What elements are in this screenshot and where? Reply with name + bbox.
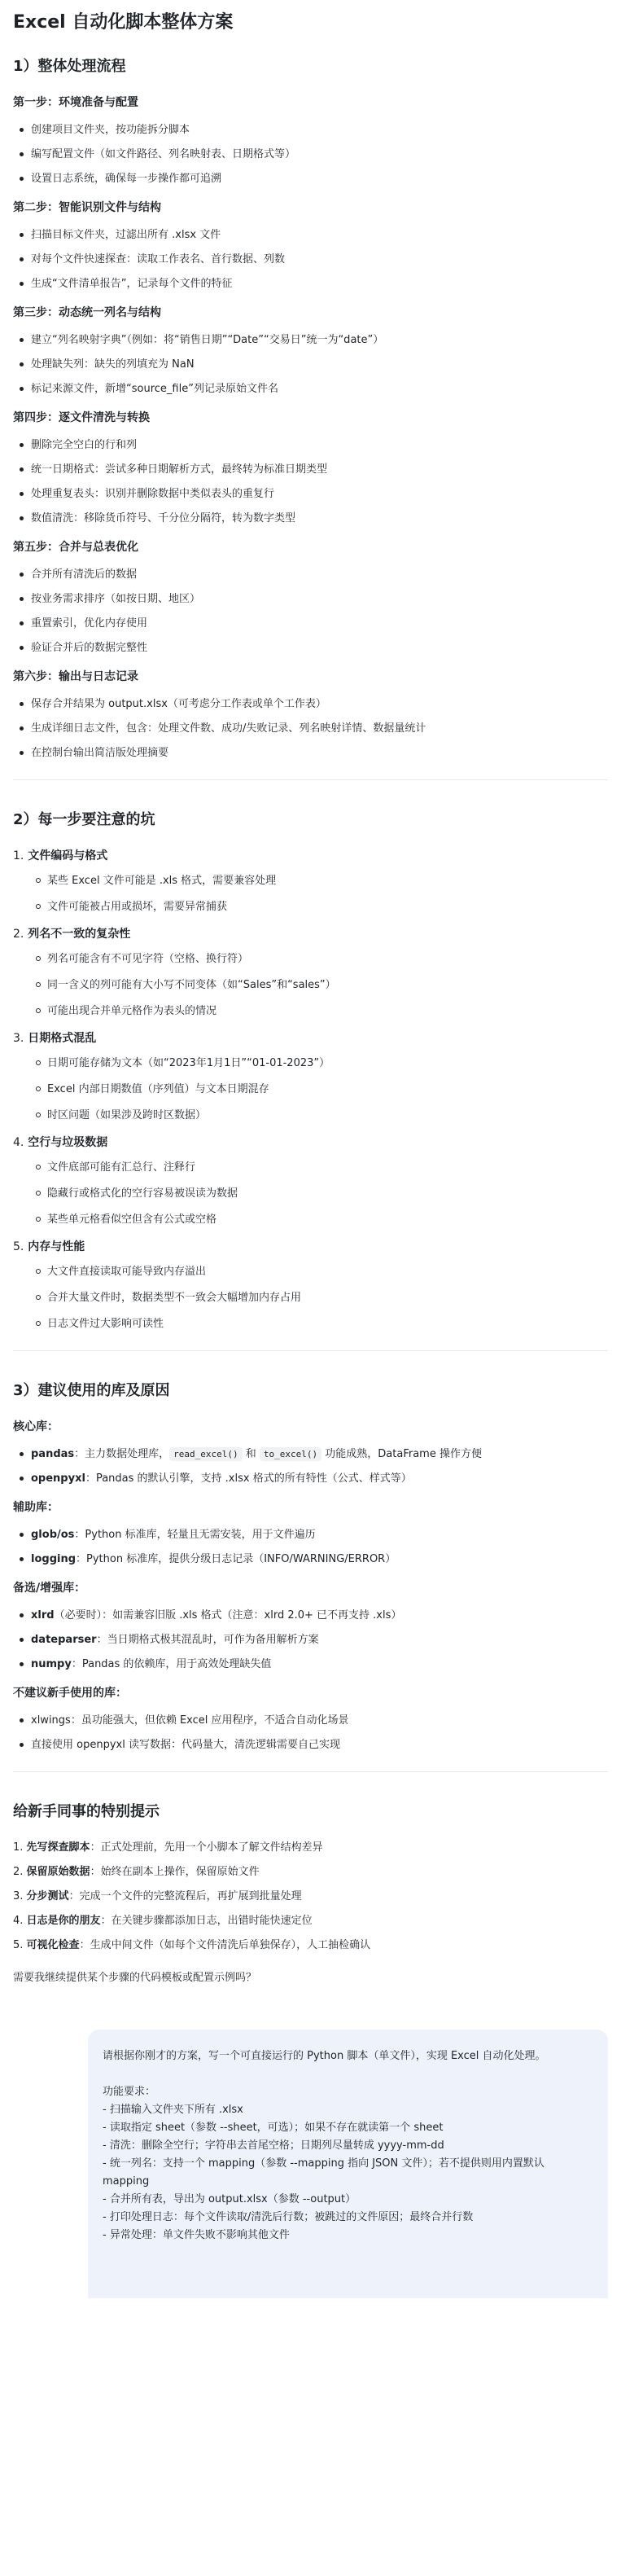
pitfall-items	[13, 951, 608, 1020]
flow-step	[13, 304, 608, 397]
tips-list	[13, 1839, 608, 1954]
lib-desc: ：Python 标准库，提供分级日志记录（INFO/WARNING/ERROR）	[76, 1553, 396, 1565]
list-item	[31, 1607, 608, 1624]
list-item: 大文件直接读取可能导致内存溢出	[47, 1264, 608, 1280]
list-item: 日期可能存储为文本（如“2023年1月1日”“01-01-2023”）	[47, 1055, 608, 1072]
pitfall-title: 内存与性能	[28, 1240, 85, 1253]
tip-text: ：正式处理前，先用一个小脚本了解文件结构差异	[90, 1841, 323, 1854]
list-item	[31, 1656, 608, 1673]
step-items	[13, 121, 608, 187]
list-item: 设置日志系统，确保每一步操作都可追溯	[31, 170, 608, 187]
pitfall-number: 4.	[13, 1136, 24, 1149]
list-item: 同一含义的列可能有大小写不同变体（如“Sales”和“sales”）	[47, 977, 608, 994]
list-item: 列名可能含有不可见字符（空格、换行符）	[47, 951, 608, 968]
list-item: 在控制台输出简洁版处理摘要	[31, 744, 608, 761]
step-items	[13, 566, 608, 656]
list-item	[31, 1631, 608, 1648]
step-items	[13, 226, 608, 292]
follow-up-question: 需要我继续提供某个步骤的代码模板或配置示例吗？	[13, 1972, 257, 1984]
step-title: 第一步：环境准备与配置	[13, 96, 138, 109]
pitfall-title: 空行与垃圾数据	[28, 1136, 108, 1149]
flow-step	[13, 94, 608, 187]
list-item: 某些 Excel 文件可能是 .xls 格式，需要兼容处理	[47, 873, 608, 889]
list-item: 创建项目文件夹，按功能拆分脚本	[31, 121, 608, 138]
lib-desc: ：Pandas 的依赖库，用于高效处理缺失值	[71, 1658, 272, 1670]
list-item: Excel 内部日期数值（序列值）与文本日期混存	[47, 1082, 608, 1098]
pitfall-group	[13, 1029, 608, 1124]
list-item: 合并所有清洗后的数据	[31, 566, 608, 583]
list-item: 直接使用 openpyxl 读写数据：代码量大，清洗逻辑需要自己实现	[31, 1736, 608, 1753]
code-read-excel: read_excel()	[169, 1447, 242, 1461]
list-item	[31, 1526, 608, 1543]
tip-item	[13, 1839, 608, 1856]
list-item: 标记来源文件，新增“source_file”列记录原始文件名	[31, 380, 608, 397]
list-item: xlwings：虽功能强大，但依赖 Excel 应用程序，不适合自动化场景	[31, 1712, 608, 1729]
pitfall-items	[13, 1160, 608, 1228]
list-item: 文件底部可能有汇总行、注释行	[47, 1160, 608, 1176]
pitfall-list	[13, 847, 608, 1332]
divider	[13, 1350, 608, 1351]
tip-number: 4.	[13, 1915, 24, 1927]
list-item: 合并大量文件时，数据类型不一致会大幅增加内存占用	[47, 1290, 608, 1306]
list-item: openpyxl：Pandas 的默认引擎，支持 .xlsx 格式的所有特性（公式、样式等）	[31, 1470, 608, 1487]
section-heading-libs: 3）建议使用的库及原因	[13, 1382, 170, 1399]
list-item: 处理重复表头：识别并删除数据中类似表头的重复行	[31, 485, 608, 502]
pitfall-number: 2.	[13, 928, 24, 941]
tip-bold: 日志是你的朋友	[26, 1915, 101, 1927]
list-item: 验证合并后的数据完整性	[31, 639, 608, 656]
list-item: 对每个文件快速探查：读取工作表名、首行数据、列数	[31, 251, 608, 268]
list-item: 删除完全空白的行和列	[31, 437, 608, 454]
pitfall-title: 文件编码与格式	[28, 849, 108, 862]
tip-item	[13, 1888, 608, 1905]
list-item: 重置索引，优化内存使用	[31, 615, 608, 632]
list-item: 可能出现合并单元格作为表头的情况	[47, 1003, 608, 1020]
aux-libs-list	[13, 1526, 608, 1568]
lib-name: xlrd	[31, 1609, 55, 1622]
tip-text: ：在关键步骤都添加日志，出错时能快速定位	[100, 1915, 313, 1927]
tip-text: ：始终在副本上操作，保留原始文件	[90, 1866, 260, 1878]
lib-desc: ：当日期格式极其混乱时，可作为备用解析方案	[96, 1634, 319, 1646]
flow-steps	[13, 94, 608, 761]
page-title: Excel 自动化脚本整体方案	[13, 12, 234, 33]
list-item: 日志文件过大影响可读性	[47, 1316, 608, 1332]
flow-step	[13, 409, 608, 527]
core-libs-title: 核心库：	[13, 1420, 59, 1433]
avoid-libs-list	[13, 1712, 608, 1753]
list-item: 文件可能被占用或损坏，需要异常捕获	[47, 899, 608, 915]
tip-number: 2.	[13, 1866, 24, 1878]
tip-number: 3.	[13, 1890, 24, 1902]
tip-item	[13, 1863, 608, 1880]
flow-step	[13, 668, 608, 761]
core-libs-list	[13, 1446, 608, 1487]
list-item: 生成“文件清单报告”，记录每个文件的特征	[31, 275, 608, 292]
list-item: 建立“列名映射字典”（例如：将“销售日期”“Date”“交易日”统一为“date”）	[31, 331, 608, 349]
user-message-bubble: 请根据你刚才的方案，写一个可直接运行的 Python 脚本（单文件），实现 Excel 自动化处理。 功能要求： - 扫描输入文件夹下所有 .xlsx - 读取指定 sheet（参数 --sheet，可选）；如果不存在就读第一个 sheet - 清洗：删除全空行；字符串去首尾空格；日期列尽量转成 yyyy-mm-dd - 统一列名：支持一个 mapping（参数 --mapping 指向 JSON 文件）；若不提供则用内置默认 mapping - 合并所有表，导出为 output.xlsx（参数 --output） - 打印处理日志：每个文件读取/清洗后行数；被跳过的文件原因；最终合并行数 - 异常处理：单文件失败不影响其他文件	[88, 2030, 608, 2298]
lib-desc: （必要时）：如需兼容旧版 .xls 格式（注意：xlrd 2.0+ 已不再支持 .xls）	[54, 1609, 402, 1622]
pitfall-group	[13, 1238, 608, 1332]
pitfall-number: 3.	[13, 1032, 24, 1045]
pitfall-title: 列名不一致的复杂性	[28, 928, 131, 941]
lib-name: logging	[31, 1553, 77, 1565]
step-title: 第三步：动态统一列名与结构	[13, 306, 161, 319]
step-title: 第四步：逐文件清洗与转换	[13, 411, 150, 424]
pitfall-number: 1.	[13, 849, 24, 862]
list-item: 扫描目标文件夹，过滤出所有 .xlsx 文件	[31, 226, 608, 244]
avoid-libs-title: 不建议新手使用的库：	[13, 1687, 127, 1700]
tip-number: 1.	[13, 1841, 24, 1854]
pitfall-items	[13, 1055, 608, 1124]
list-item: 统一日期格式：尝试多种日期解析方式，最终转为标准日期类型	[31, 461, 608, 478]
list-item: 时区问题（如果涉及跨时区数据）	[47, 1108, 608, 1124]
pitfall-group	[13, 925, 608, 1020]
step-items	[13, 437, 608, 527]
lib-name: glob/os	[31, 1529, 75, 1541]
section-heading-pitfalls: 2）每一步要注意的坑	[13, 811, 155, 828]
step-items	[13, 331, 608, 397]
list-item: 保存合并结果为 output.xlsx（可考虑分工作表或单个工作表）	[31, 696, 608, 713]
list-item	[31, 1551, 608, 1568]
tip-text: ：生成中间文件（如每个文件清洗后单独保存），人工抽检确认	[79, 1939, 371, 1951]
lib-desc: ：Python 标准库，轻量且无需安装，用于文件遍历	[74, 1529, 316, 1541]
step-title: 第二步：智能识别文件与结构	[13, 201, 161, 214]
divider	[13, 1771, 608, 1772]
list-item: 某些单元格看似空但含有公式或空格	[47, 1212, 608, 1228]
section-heading-flow: 1）整体处理流程	[13, 58, 126, 75]
list-item: 按业务需求排序（如按日期、地区）	[31, 590, 608, 608]
pitfall-number: 5.	[13, 1240, 24, 1253]
step-items	[13, 696, 608, 761]
pitfall-group	[13, 1134, 608, 1228]
pitfall-title: 日期格式混乱	[28, 1032, 97, 1045]
tip-number: 5.	[13, 1939, 24, 1951]
step-title: 第五步：合并与总表优化	[13, 541, 138, 554]
list-item: 处理缺失列：缺失的列填充为 NaN	[31, 356, 608, 373]
step-title: 第六步：输出与日志记录	[13, 670, 138, 683]
tip-item	[13, 1912, 608, 1929]
lib-name: numpy	[31, 1658, 72, 1670]
tip-bold: 保留原始数据	[26, 1866, 90, 1878]
aux-libs-title: 辅助库：	[13, 1501, 59, 1514]
opt-libs-title: 备选/增强库：	[13, 1582, 86, 1595]
tip-bold: 先写探查脚本	[26, 1841, 90, 1854]
flow-step	[13, 199, 608, 292]
list-item: pandas：主力数据处理库， read_excel() 和 to_excel() 功能成熟，DataFrame 操作方便	[31, 1446, 608, 1463]
pitfall-items	[13, 1264, 608, 1332]
list-item: 生成详细日志文件，包含：处理文件数、成功/失败记录、列名映射详情、数据量统计	[31, 720, 608, 737]
lib-name: dateparser	[31, 1634, 97, 1646]
tip-item	[13, 1937, 608, 1954]
pitfall-group	[13, 847, 608, 915]
pitfall-items	[13, 873, 608, 915]
tip-text: ：完成一个文件的完整流程后，再扩展到批量处理	[68, 1890, 302, 1902]
section-heading-tips: 给新手同事的特别提示	[13, 1803, 160, 1820]
tip-bold: 分步测试	[26, 1890, 69, 1902]
list-item: 数值清洗：移除货币符号、千分位分隔符，转为数字类型	[31, 510, 608, 527]
tip-bold: 可视化检查	[26, 1939, 80, 1951]
code-to-excel: to_excel()	[260, 1447, 321, 1461]
opt-libs-list	[13, 1607, 608, 1673]
flow-step	[13, 538, 608, 656]
list-item: 隐藏行或格式化的空行容易被误读为数据	[47, 1186, 608, 1202]
divider	[13, 779, 608, 780]
list-item: 编写配置文件（如文件路径、列名映射表、日期格式等）	[31, 146, 608, 163]
